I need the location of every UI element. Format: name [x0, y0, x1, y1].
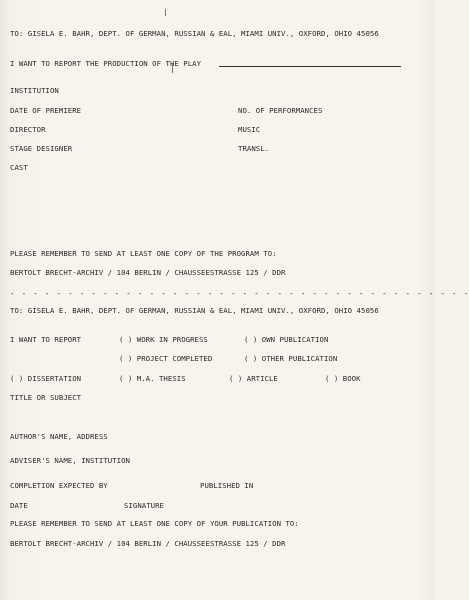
play-title-field[interactable]	[219, 66, 401, 67]
published-in-label: PUBLISHED IN	[200, 481, 254, 490]
cast-label: CAST	[10, 163, 28, 172]
adviser-label: ADVISER'S NAME, INSTITUTION	[10, 456, 130, 465]
report-label: I WANT TO REPORT	[10, 335, 82, 344]
option-ma-thesis[interactable]: ( ) M.A. THESIS	[119, 374, 186, 383]
option-own-publication[interactable]: ( ) OWN PUBLICATION	[244, 335, 329, 344]
pencil-mark-top	[165, 9, 166, 16]
option-dissertation[interactable]: ( ) DISSERTATION	[10, 374, 82, 383]
recipient-line: TO: GISELA E. BAHR, DEPT. OF GERMAN, RUSSIAN & EAL, MIAMI UNIV., OXFORD, OHIO 45056	[10, 29, 379, 38]
option-project-completed[interactable]: ( ) PROJECT COMPLETED	[119, 354, 213, 363]
stage-designer-label: STAGE DESIGNER	[10, 144, 73, 153]
publication-reminder: PLEASE REMEMBER TO SEND AT LEAST ONE COPY OF YOUR PUBLICATION TO:	[10, 519, 299, 528]
signature-label: SIGNATURE	[124, 501, 164, 510]
program-reminder: PLEASE REMEMBER TO SEND AT LEAST ONE COPY OF THE PROGRAM TO:	[10, 249, 277, 258]
author-label: AUTHOR'S NAME, ADDRESS	[10, 432, 108, 441]
option-work-in-progress[interactable]: ( ) WORK IN PROGRESS	[119, 335, 208, 344]
date-of-premiere-label: DATE OF PREMIERE	[10, 106, 82, 115]
cut-separator: - - - - - - - - - - - - - - - - - - - - - - - - - - - - - - - - - - - - - - - -	[10, 289, 469, 298]
institution-label: INSTITUTION	[10, 86, 59, 95]
option-book[interactable]: ( ) BOOK	[325, 374, 361, 383]
no-of-performances-label: NO. OF PERFORMANCES	[238, 106, 323, 115]
director-label: DIRECTOR	[10, 125, 46, 134]
report-play-label: I WANT TO REPORT THE PRODUCTION OF THE PLAY	[10, 59, 202, 68]
music-label: MUSIC	[238, 125, 261, 134]
title-subject-label: TITLE OR SUBJECT	[10, 393, 82, 402]
recipient-line-2: TO: GISELA E. BAHR, DEPT. OF GERMAN, RUSSIAN & EAL, MIAMI UNIV., OXFORD, OHIO 45056	[10, 306, 379, 315]
archive-address-2: BERTOLT BRECHT-ARCHIV / 104 BERLIN / CHAUSSEESTRASSE 125 / DDR	[10, 539, 286, 548]
translator-label: TRANSL.	[238, 144, 270, 153]
archive-address: BERTOLT BRECHT-ARCHIV / 104 BERLIN / CHAUSSEESTRASSE 125 / DDR	[10, 268, 286, 277]
completion-label: COMPLETION EXPECTED BY	[10, 481, 108, 490]
date-label: DATE	[10, 501, 28, 510]
option-article[interactable]: ( ) ARTICLE	[229, 374, 278, 383]
option-other-publication[interactable]: ( ) OTHER PUBLICATION	[244, 354, 338, 363]
